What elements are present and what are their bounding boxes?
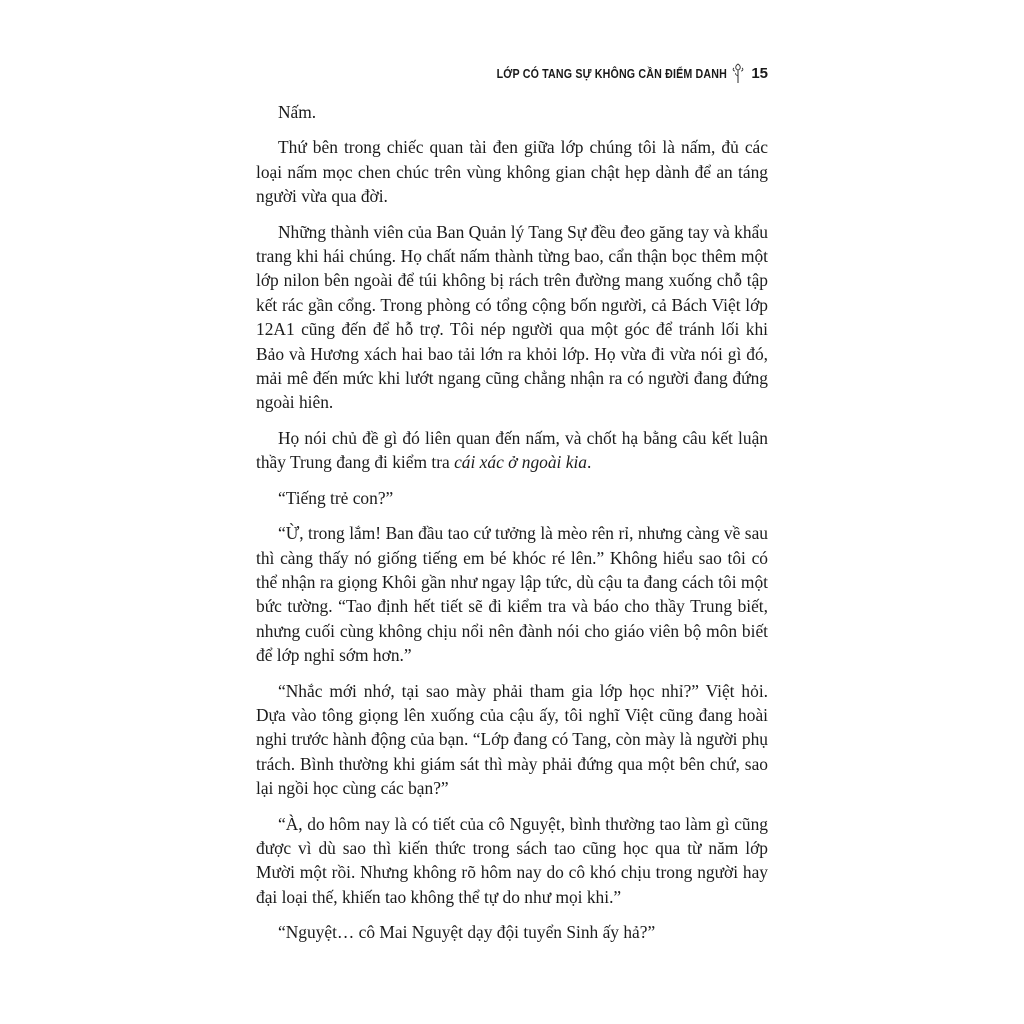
page-header (256, 60, 768, 86)
paragraph-9: “Nguyệt… cô Mai Nguyệt dạy đội tuyển Sinh ấy hả?” (278, 922, 656, 943)
paragraph-4: Họ nói chủ đề gì đó liên quan đến nấm, và chốt hạ bằng câu kết luận thầy Trung đang đi kiểm tra cái xác ở ngoài kia. (256, 427, 768, 473)
paragraph-2: Thứ bên trong chiếc quan tài đen giữa lớp chúng tôi là nấm, đủ các loại nấm mọc chen chúc trên vùng không gian chật hẹp dành để an táng người vừa qua đời. (256, 137, 768, 207)
running-title: LỚP CÓ TANG SỰ KHÔNG CẦN ĐIỂM DANH (496, 65, 728, 81)
paragraph-1: Nấm. (278, 102, 317, 122)
page-number: 15 (751, 64, 768, 82)
candle-flower-icon (731, 62, 745, 84)
italic-phrase: cái xác ở ngoài kia (454, 452, 587, 473)
paragraph-8: “À, do hôm nay là có tiết của cô Nguyệt, bình thường tao làm gì cũng được vì dù sao thì kiến thức trong sách tao cũng học qua từ năm lớp Mười một rồi. Nhưng không rõ hôm nay do cô khó chịu trong người hay đại loại thế, khiến tao không thể tự do như mọi khi.” (256, 813, 768, 907)
paragraph-6: “Ừ, trong lắm! Ban đầu tao cứ tưởng là mèo rên rỉ, nhưng càng về sau thì càng thấy nó giống tiếng em bé khóc ré lên.” Không hiểu sao tôi có thể nhận ra giọng Khôi gần như ngay lập tức, dù cậu ta đang cách tôi một bức tường. “Tao định hết tiết sẽ đi kiểm tra và báo cho thầy Trung biết, nhưng cuối cùng không chịu nổi nên đành nói cho giáo viên bộ môn biết để lớp nghỉ sớm hơn.” (256, 523, 768, 666)
paragraph-5: “Tiếng trẻ con?” (278, 487, 394, 508)
paragraph-7: “Nhắc mới nhớ, tại sao mày phải tham gia lớp học nhỉ?” Việt hỏi. Dựa vào tông giọng lên xuống của cậu ấy, tôi nghĩ Việt cũng đang hoài nghi trước hành động của bạn. “Lớp đang có Tang, còn mày là người phụ trách. Bình thường khi giám sát thì mày phải đứng qua một bên chứ, sao lại ngồi học cùng các bạn?” (256, 680, 768, 799)
paragraph-3: Những thành viên của Ban Quản lý Tang Sự đều đeo găng tay và khẩu trang khi hái chúng. Họ chất nấm thành từng bao, cẩn thận bọc thêm một lớp nilon bên ngoài để túi không bị rách trên đường mang xuống chỗ tập kết rác gần cổng. Trong phòng có tổng cộng bốn người, cả Bách Việt lớp 12A1 cũng đến để hỗ trợ. Tôi nép người qua một góc để tránh lối khi Bảo và Hương xách hai bao tải lớn ra khỏi lớp. Họ vừa đi vừa nói gì đó, mải mê đến mức khi lướt ngang cũng chẳng nhận ra có người đang đứng ngoài hiên. (256, 221, 768, 413)
body-text (256, 100, 768, 956)
